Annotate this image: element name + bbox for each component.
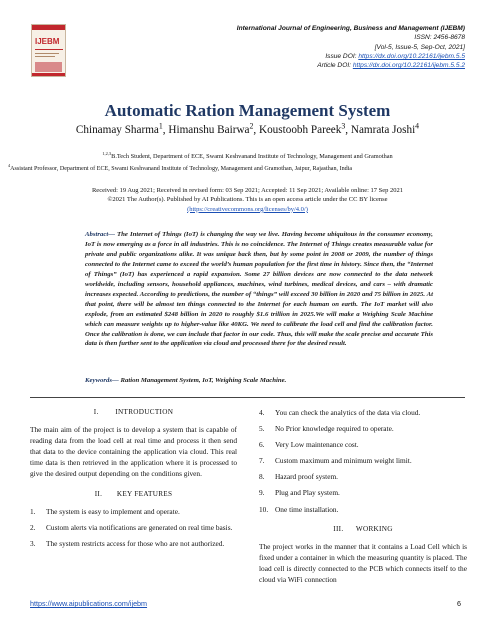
issue-doi-line: [237, 52, 465, 61]
license-link[interactable]: (https://creativecommons.org/licenses/by/4.0/): [187, 205, 308, 213]
list-item: 4. You can check the analytics of the data via cloud.: [259, 408, 421, 417]
left-column: [30, 407, 237, 554]
section-heading-introduction: I. INTRODUCTION: [93, 408, 174, 416]
features-list-part2: [259, 407, 467, 515]
author: Namrata Joshi$^4$: [350, 121, 420, 136]
author-list: [0, 121, 495, 136]
section-heading-key-features: II. KEY FEATURES: [94, 489, 173, 498]
abstract: [85, 230, 433, 349]
article-doi-link[interactable]: https://dx.doi.org/10.22161/ijebm.5.5.2: [352, 62, 465, 70]
list-item: 9. Plug and Play system.: [259, 488, 340, 498]
publication-dates: [0, 186, 495, 214]
page-number: 6: [457, 599, 461, 608]
affiliation-professor: $^4$Assistant Professor, Department of ECE, Swami Keshvanand Institute of Technology, Management and Gramothan, Jaipur, Rajasthan, India: [8, 163, 353, 173]
introduction-text: The main aim of the project is to develop a system that is capable of reading data from the load cell at real time and process it then send that data to the device containing the application via cloud. This real time data is then retrieved in the application where it is processed to give the desired output depending on the conditions given.: [30, 425, 237, 479]
list-item: 10. One time installation.: [259, 504, 339, 514]
keywords-label: Keywords—: [85, 377, 119, 384]
volume-info: [Vol-5, Issue-5, Sep-Oct, 2021]: [374, 43, 465, 51]
list-item: 8. Hazard proof system.: [259, 472, 339, 482]
list-item: 1. The system is easy to implement and operate.: [30, 506, 180, 516]
cover-text-line: [35, 53, 59, 54]
copyright-line: ©2021 The Author(s). Published by AI Publications. This is an open access article under the CC BY license: [107, 196, 388, 204]
author: Koustoobh Pareek$^3$,: [259, 121, 351, 136]
journal-cover-thumbnail: [31, 24, 66, 77]
list-item: 5. No Prior knowledge required to operate.: [259, 424, 394, 434]
right-column: [259, 407, 467, 585]
article-doi-line: [237, 61, 465, 70]
abstract-text: The Internet of Things (IoT) is changing the way we live. Having become ubiquitous in the consumer economy, IoT is now emerging as a force in all industries. This is no coincidence. The Internet of Things creates measurable value for private and public organizations alike. It was unique back then, but by some point in 2008 or 2009, the number of things connected to the Internet came to exceed the world’s human population for the first time in history. Since then, the “Internet of Things” (IoT) has experienced a rapid expansion. Some 27 billion devices are now connected to the data network worldwide, including sensors, household appliances, machines, wind turbines, medical devices, and cars – with dramatic increases expected. According to predictions, the number of “things” will exceed 30 billion in 2020 and 75 billion in 2025. At that point, there will be almost ten things connected to the Internet for each human on earth. The IoT market will also explode, from an estimated $248 billion in 2020 to roughly $1.6 trillion in 2025.We will make a Weighing Scale Machine which can measure weights up to higher-value like 40KG. We need to calibrate the load cell and find the calibration factor. Once the calibration is done, we can include that factor in our code. Thus, this will make the scale precise and accurate This data is then further sent to the application via cloud and processed there for the desired result.: [85, 231, 433, 348]
author: Himanshu Bairwa$^2$,: [168, 121, 259, 136]
list-item: 3. The system restricts access for those who are not authorized.: [30, 538, 225, 548]
cover-top-band: [32, 25, 65, 30]
cover-divider: [35, 49, 63, 50]
cover-bottom-band: [32, 73, 65, 76]
footer-journal-link[interactable]: https://www.aipublications.com/ijebm: [30, 599, 148, 608]
dates-line: Received: 19 Aug 2021; Received in revised form: 03 Sep 2021; Accepted: 11 Sep 2021; Available online: 17 Sep 2021: [91, 187, 404, 194]
article-doi-label: Article DOI:: [317, 62, 353, 70]
cover-text-line: [35, 56, 55, 57]
features-list-part1: [30, 506, 237, 549]
list-item: 6. Very Low maintenance cost.: [259, 440, 359, 450]
journal-header: [237, 24, 465, 70]
issue-doi-link[interactable]: https://dx.doi.org/10.22161/ijebm.5.5: [358, 52, 465, 60]
keywords: [85, 377, 433, 384]
issn: ISSN: 2456-8678: [414, 34, 465, 42]
affiliation-students: $^{1,2,3}$B.Tech Student, Department of ECE, Swami Keshvanand Institute of Technology, Management and Gramothan: [102, 150, 393, 160]
section-heading-working: III. WORKING: [333, 524, 393, 533]
issue-doi-label: Issue DOI:: [325, 52, 359, 60]
section-divider: [30, 397, 465, 398]
abstract-label: Abstract—: [85, 231, 116, 238]
working-text: The project works in the manner that it contains a Load Cell which is fixed under a container in which the measuring quantity is placed. The load cell is directly connected to the PCB which connects itself to the cloud via WiFi connection: [259, 541, 467, 585]
keywords-text: Ration Management System, IoT, Weighing Scale Machine.: [118, 377, 287, 384]
cover-image-block: [35, 62, 62, 72]
paper-title: Automatic Ration Management System: [104, 101, 391, 120]
journal-name: International Journal of Engineering, Business and Management (IJEBM): [236, 25, 465, 32]
author: Chinamay Sharma$^1$,: [75, 121, 169, 136]
list-item: 2. Custom alerts via notifications are generated on real time basis.: [30, 522, 233, 532]
cover-logo: IJEBM: [35, 37, 60, 46]
list-item: 7. Custom maximum and minimum weight limit.: [259, 456, 412, 466]
